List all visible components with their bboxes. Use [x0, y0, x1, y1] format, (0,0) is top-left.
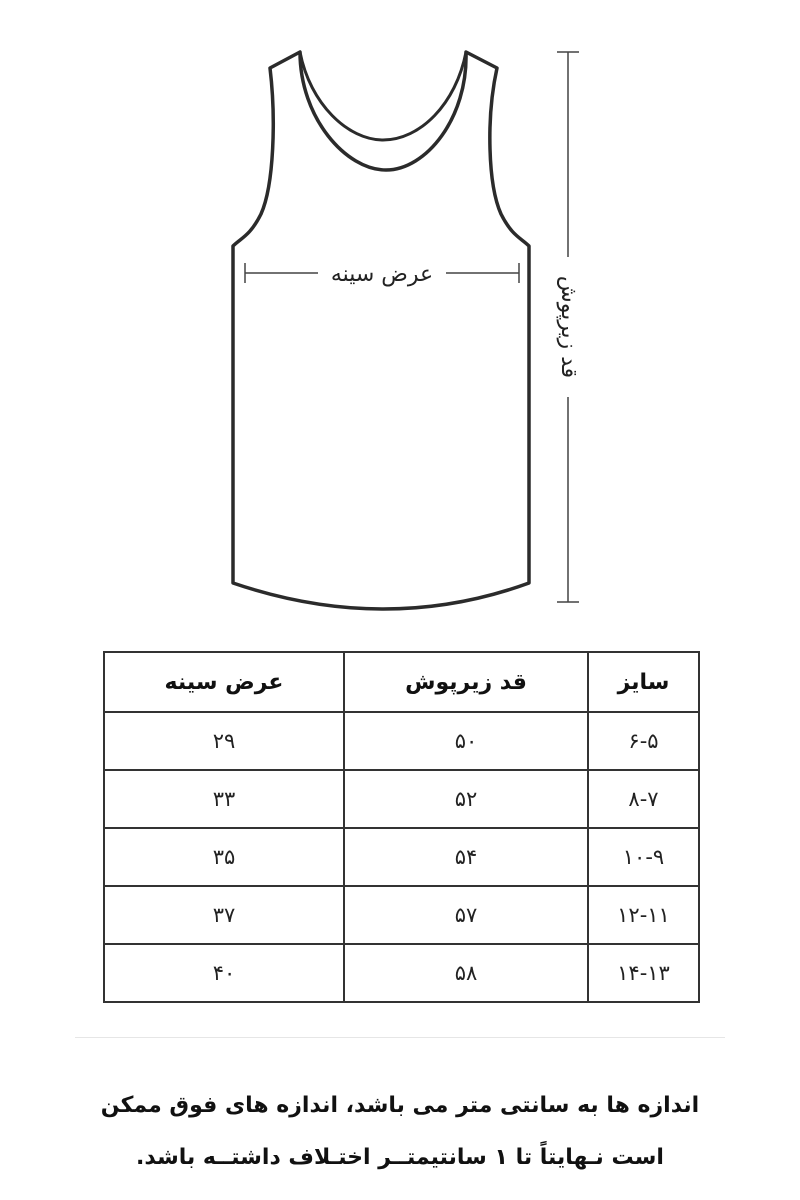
cell-chest: ۳۳ — [104, 770, 344, 828]
cell-length: ۵۲ — [344, 770, 588, 828]
size-note — [60, 1080, 740, 1184]
table-row — [104, 944, 699, 1002]
cell-length: ۵۷ — [344, 886, 588, 944]
header-size: سایز — [588, 652, 699, 712]
length-label: قد زیرپوش — [556, 275, 581, 379]
cell-size: ۱۲-۱۱ — [588, 886, 699, 944]
cell-size: ۶-۵ — [588, 712, 699, 770]
table-row — [104, 770, 699, 828]
table-header-row — [104, 652, 699, 712]
note-line-2: است نـهایتاً تا ۱ سانتیمتــر اختـلاف داشتــه باشد. — [136, 1145, 664, 1170]
header-chest: عرض سینه — [104, 652, 344, 712]
cell-chest: ۴۰ — [104, 944, 344, 1002]
table-row — [104, 828, 699, 886]
cell-chest: ۳۷ — [104, 886, 344, 944]
neckline-inner — [300, 52, 466, 140]
cell-size: ۸-۷ — [588, 770, 699, 828]
table-row — [104, 712, 699, 770]
cell-length: ۵۴ — [344, 828, 588, 886]
cell-length: ۵۰ — [344, 712, 588, 770]
note-line-1: اندازه ها به سانتی متر می باشد، اندازه های فوق ممکن — [100, 1093, 700, 1118]
tank-top-outline — [233, 52, 529, 609]
cell-length: ۵۸ — [344, 944, 588, 1002]
cell-size: ۱۰-۹ — [588, 828, 699, 886]
size-table — [103, 651, 700, 1003]
cell-chest: ۲۹ — [104, 712, 344, 770]
cell-chest: ۳۵ — [104, 828, 344, 886]
divider — [75, 1037, 725, 1038]
header-length: قد زیرپوش — [344, 652, 588, 712]
chest-label: عرض سینه — [330, 262, 434, 287]
cell-size: ۱۴-۱۳ — [588, 944, 699, 1002]
table-row — [104, 886, 699, 944]
